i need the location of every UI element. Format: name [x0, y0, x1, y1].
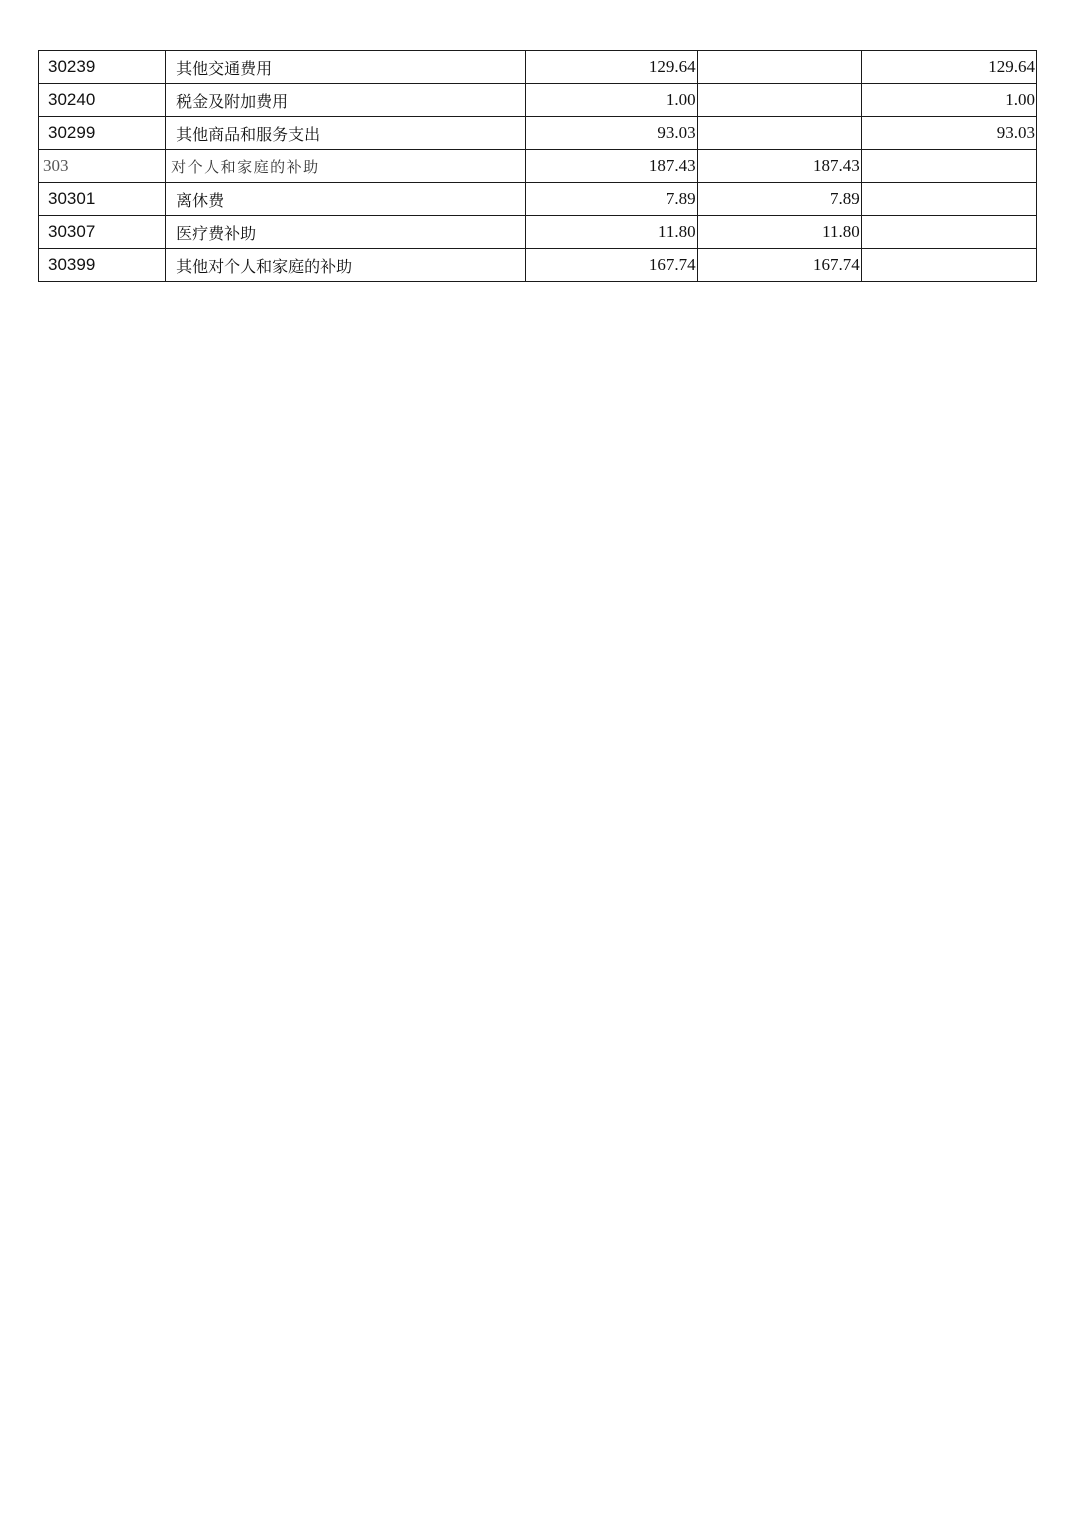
table-row: [39, 216, 1037, 249]
category-name: 对个人和家庭的补助: [166, 150, 526, 183]
account-name: 其他对个人和家庭的补助: [166, 249, 526, 282]
account-code: 30299: [39, 117, 166, 150]
basic-amount: 167.74: [697, 249, 861, 282]
account-name: 医疗费补助: [166, 216, 526, 249]
account-code: 30307: [39, 216, 166, 249]
table-row: [39, 117, 1037, 150]
project-amount: [861, 249, 1036, 282]
category-code: 303: [39, 150, 166, 183]
account-code: 30240: [39, 84, 166, 117]
total-amount: 1.00: [526, 84, 697, 117]
table-row: [39, 51, 1037, 84]
account-code: 30399: [39, 249, 166, 282]
project-amount: 129.64: [861, 51, 1036, 84]
basic-amount: [697, 117, 861, 150]
budget-table: [38, 50, 1037, 282]
basic-amount: 187.43: [697, 150, 861, 183]
total-amount: 93.03: [526, 117, 697, 150]
total-amount: 187.43: [526, 150, 697, 183]
account-name: 税金及附加费用: [166, 84, 526, 117]
table-row: [39, 249, 1037, 282]
total-amount: 11.80: [526, 216, 697, 249]
project-amount: 93.03: [861, 117, 1036, 150]
table-row: [39, 84, 1037, 117]
table-row: [39, 183, 1037, 216]
account-code: 30239: [39, 51, 166, 84]
total-amount: 167.74: [526, 249, 697, 282]
basic-amount: [697, 84, 861, 117]
total-amount: 129.64: [526, 51, 697, 84]
account-code: 30301: [39, 183, 166, 216]
account-name: 其他商品和服务支出: [166, 117, 526, 150]
total-amount: 7.89: [526, 183, 697, 216]
basic-amount: [697, 51, 861, 84]
project-amount: [861, 150, 1036, 183]
project-amount: [861, 216, 1036, 249]
basic-amount: 11.80: [697, 216, 861, 249]
basic-amount: 7.89: [697, 183, 861, 216]
project-amount: [861, 183, 1036, 216]
account-name: 离休费: [166, 183, 526, 216]
category-row: [39, 150, 1037, 183]
account-name: 其他交通费用: [166, 51, 526, 84]
project-amount: 1.00: [861, 84, 1036, 117]
